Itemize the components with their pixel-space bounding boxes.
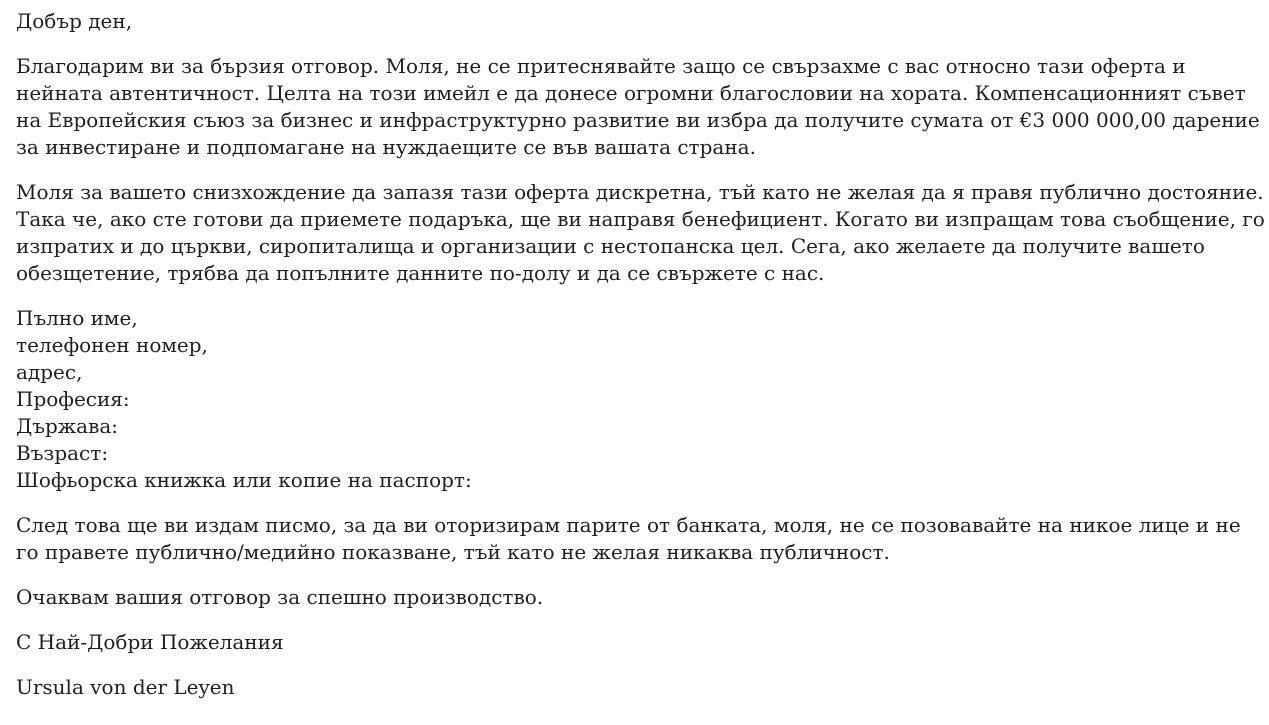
email-paragraph-offer: Благодарим ви за бързия отговор. Моля, не се притеснявайте защо се свързахме с вас относно тази оферта и нейната автентичност. Целта на този имейл е да донесе огромни благословии на хората. Компенсационният съвет на Европейския съюз за бизнес и инфраструктурно развитие ви избра да получите сумата от €3 000 000,00 дарение за инвестиране и подпомагане на нуждаещите се във вашата страна.: [16, 54, 1260, 159]
email-body: [16, 8, 1266, 719]
email-closing: С Най-Добри Пожелания: [16, 630, 284, 654]
email-paragraph-instructions: След това ще ви издам писмо, за да ви оторизирам парите от банката, моля, не се позовавайте на никое лице и не го правете публично/медийно показване, тъй като не желая никаква публичност.: [16, 513, 1241, 564]
requested-details-list: [16, 305, 1266, 494]
field-profession: Професия:: [16, 387, 130, 411]
email-greeting: Добър ден,: [16, 9, 133, 33]
field-license-or-passport: Шофьорска книжка или копие на паспорт:: [16, 468, 472, 492]
field-country: Държава:: [16, 414, 119, 438]
field-age: Възраст:: [16, 441, 109, 465]
email-signature: Ursula von der Leyen: [16, 675, 235, 699]
email-paragraph-await-reply: Очаквам вашия отговор за спешно производство.: [16, 585, 544, 609]
field-address: адрес,: [16, 360, 83, 384]
field-phone-number: телефонен номер,: [16, 333, 208, 357]
email-paragraph-discretion: Моля за вашето снизхождение да запазя тази оферта дискретна, тъй като не желая да я правя публично достояние. Така че, ако сте готови да приемете подаръка, ще ви направя бенефициент. Когато ви изпращам това съобщение, го изпратих и до църкви, сиропиталища и организации с нестопанска цел. Сега, ако желаете да получите вашето обезщетение, трябва да попълните данните по-долу и да се свържете с нас.: [16, 180, 1265, 285]
field-full-name: Пълно име,: [16, 306, 138, 330]
